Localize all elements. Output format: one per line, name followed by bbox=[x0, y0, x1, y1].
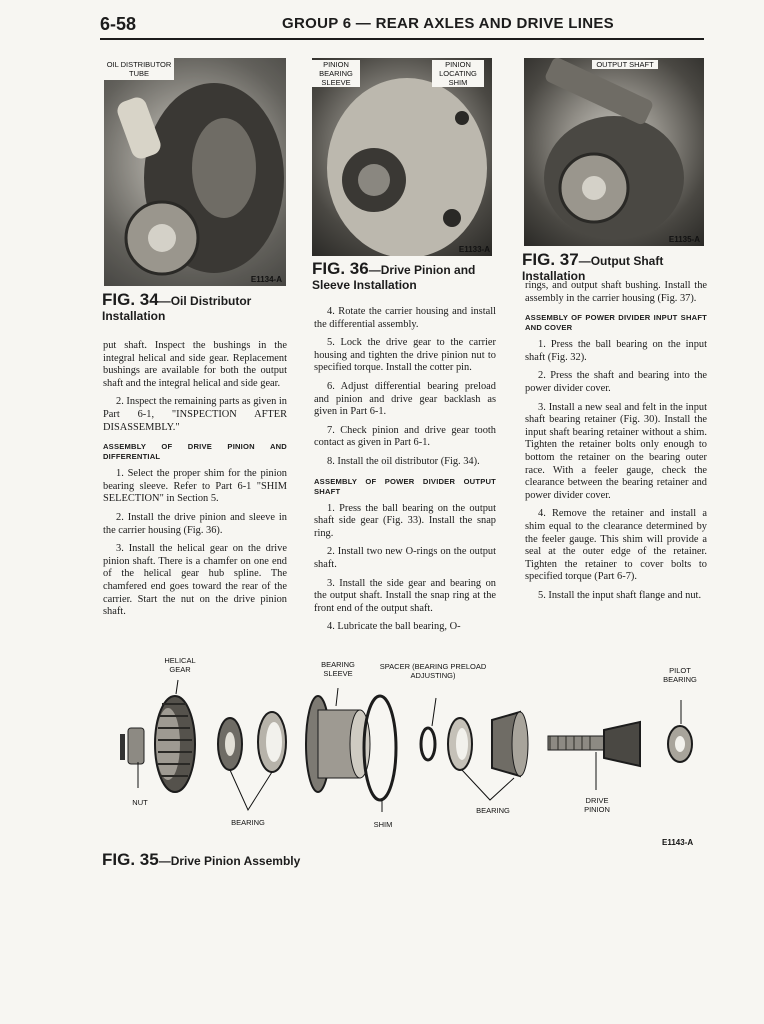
leader-line bbox=[462, 770, 514, 800]
leader-line bbox=[432, 698, 436, 726]
label-drive-pinion: DRIVE PINION bbox=[584, 796, 610, 814]
spacer-part bbox=[421, 728, 435, 760]
col3-paragraph: 1. Press the ball bearing on the input shaft (Fig. 32). bbox=[525, 339, 707, 363]
page-header bbox=[100, 14, 704, 40]
col3-paragraph: 5. Install the input shaft flange and nut. bbox=[538, 589, 702, 601]
bearing-cone-part bbox=[218, 718, 242, 770]
col3-paragraph: 4. Remove the retainer and install a shim equal to the clearance determined by the feeler gauge. This shim will provide a seal at the outer edge of the retainer. Tighten the retainer to cover bolts to specified torque (Part 6-7). bbox=[525, 508, 707, 583]
fig34-code: E1134-A bbox=[250, 275, 282, 284]
fig34-caption: FIG. 34—Oil Distributor Installation bbox=[102, 290, 252, 323]
nut-part bbox=[120, 728, 144, 764]
label-bearing-left: BEARING bbox=[231, 818, 265, 827]
fig34-photo bbox=[104, 58, 286, 286]
col3-paragraph: rings, and output shaft bushing. Install the assembly in the carrier housing (Fig. 37). bbox=[525, 280, 707, 304]
helical-gear-part bbox=[155, 696, 195, 792]
label-shim: SHIM bbox=[373, 820, 393, 829]
leader-line bbox=[336, 688, 338, 706]
fig36-caption: FIG. 36—Drive Pinion and Sleeve Installation bbox=[312, 259, 476, 292]
col2-paragraph: 7. Check pinion and drive gear tooth contact as given in Part 6-1. bbox=[314, 424, 496, 449]
col1-paragraph: 3. Install the helical gear on the drive pinion shaft. There is a chamfer on one end of the helical gear hub spline. The chamfered end goes toward the rear of the carrier. Start the nut on the drive pinion shaft. bbox=[103, 543, 287, 618]
col1-section-heading: ASSEMBLY OF DRIVE PINION AND DIFFERENTIAL bbox=[103, 442, 287, 462]
drive-pinion-part bbox=[548, 722, 640, 766]
fig37-caption: FIG. 37—Output Shaft Installation bbox=[522, 250, 664, 283]
fig37-photo bbox=[524, 58, 704, 246]
column-1 bbox=[103, 340, 287, 625]
fig37-callout-output-shaft: OUTPUT SHAFT bbox=[592, 60, 658, 69]
col1-paragraph: 2. Install the drive pinion and sleeve in the carrier housing (Fig. 36). bbox=[103, 511, 287, 536]
col2-section-heading: ASSEMBLY OF POWER DIVIDER OUTPUT SHAFT bbox=[314, 476, 496, 496]
bearing-cup-part bbox=[258, 712, 286, 772]
col2-paragraph: 4. Rotate the carrier housing and install the differential assembly. bbox=[314, 306, 496, 330]
fig36-code: E1133-A bbox=[458, 245, 490, 254]
fig37-illustration bbox=[524, 58, 704, 246]
col3-section-heading: ASSEMBLY OF POWER DIVIDER INPUT SHAFT AND COVER bbox=[525, 313, 707, 333]
fig35-assembly bbox=[100, 650, 712, 850]
leader-line bbox=[230, 770, 272, 810]
col1-paragraph: put shaft. Inspect the bushings in the integral helical and side gear. Replacement bushings are available for both the output shaft and the integral helical and side gear. bbox=[103, 340, 287, 389]
label-bearing-right: BEARING bbox=[476, 806, 510, 815]
pilot-bearing-part bbox=[668, 726, 692, 762]
col1-paragraph: 2. Inspect the remaining parts as given in Part 6-1, "INSPECTION AFTER DISASSEMBLY." bbox=[103, 396, 287, 433]
col2-paragraph: 1. Press the ball bearing on the output shaft side gear (Fig. 33). Install the snap ring. bbox=[314, 502, 496, 539]
fig36-callout-locating-shim: PINION LOCATING SHIM bbox=[432, 60, 484, 87]
fig34-illustration bbox=[104, 58, 286, 286]
col2-paragraph: 4. Lubricate the ball bearing, O- bbox=[327, 621, 461, 633]
column-2 bbox=[314, 306, 496, 640]
fig36-illustration bbox=[312, 58, 492, 256]
col1-paragraph: 1. Select the proper shim for the pinion bearing sleeve. Refer to Part 6-1 "SHIM SELECTION" in Section 5. bbox=[103, 468, 287, 505]
fig34-callout-oil-tube: OIL DISTRIBUTOR TUBE bbox=[104, 58, 174, 80]
fig35-illustration bbox=[100, 650, 712, 850]
page-number: 6-58 bbox=[100, 14, 137, 34]
col3-paragraph: 3. Install a new seal and felt in the input shaft bearing retainer (Fig. 30). Install the input shaft bearing retainer without a shim. Tighten the retainer bolts only enough to bottom the retainer on the bearing outer race. With a feeler gauge, check the clearance between the bearing retainer and power divider cover. bbox=[525, 401, 707, 501]
label-helical-gear: HELICAL GEAR bbox=[164, 656, 196, 674]
label-nut: NUT bbox=[132, 798, 148, 807]
label-bearing-sleeve: BEARING SLEEVE bbox=[321, 660, 355, 678]
column-3 bbox=[525, 280, 707, 608]
fig36-photo bbox=[312, 58, 492, 256]
fig37-code: E1135-A bbox=[668, 235, 700, 244]
bearing-sleeve-part bbox=[306, 696, 370, 792]
col2-paragraph: 2. Install two new O-rings on the output shaft. bbox=[314, 546, 496, 570]
fig36-callout-pinion-sleeve: PINION BEARING SLEEVE bbox=[312, 60, 360, 87]
col2-paragraph: 5. Lock the drive gear to the carrier housing and tighten the drive pinion nut to specified torque. Install the cotter pin. bbox=[314, 337, 496, 374]
label-pilot-bearing: PILOT BEARING bbox=[663, 666, 697, 684]
col2-paragraph: 3. Install the side gear and bearing on the output shaft. Install the snap ring at the front end of the output shaft. bbox=[314, 577, 496, 614]
col2-paragraph: 8. Install the oil distributor (Fig. 34). bbox=[327, 455, 480, 467]
col3-paragraph: 2. Press the shaft and bearing into the power divider cover. bbox=[525, 370, 707, 394]
tapered-bearing-part bbox=[492, 712, 528, 776]
fig35-code: E1143-A bbox=[662, 838, 694, 847]
label-spacer: SPACER (BEARING PRELOAD ADJUSTING) bbox=[379, 662, 487, 680]
col2-paragraph: 6. Adjust differential bearing preload and pinion and drive gear backlash as given in Part 6-1. bbox=[314, 380, 496, 418]
leader-line bbox=[176, 680, 178, 694]
bearing-cup-2-part bbox=[448, 718, 472, 770]
running-head: GROUP 6 — REAR AXLES AND DRIVE LINES bbox=[282, 15, 614, 32]
fig35-caption: FIG. 35—Drive Pinion Assembly bbox=[102, 850, 301, 869]
